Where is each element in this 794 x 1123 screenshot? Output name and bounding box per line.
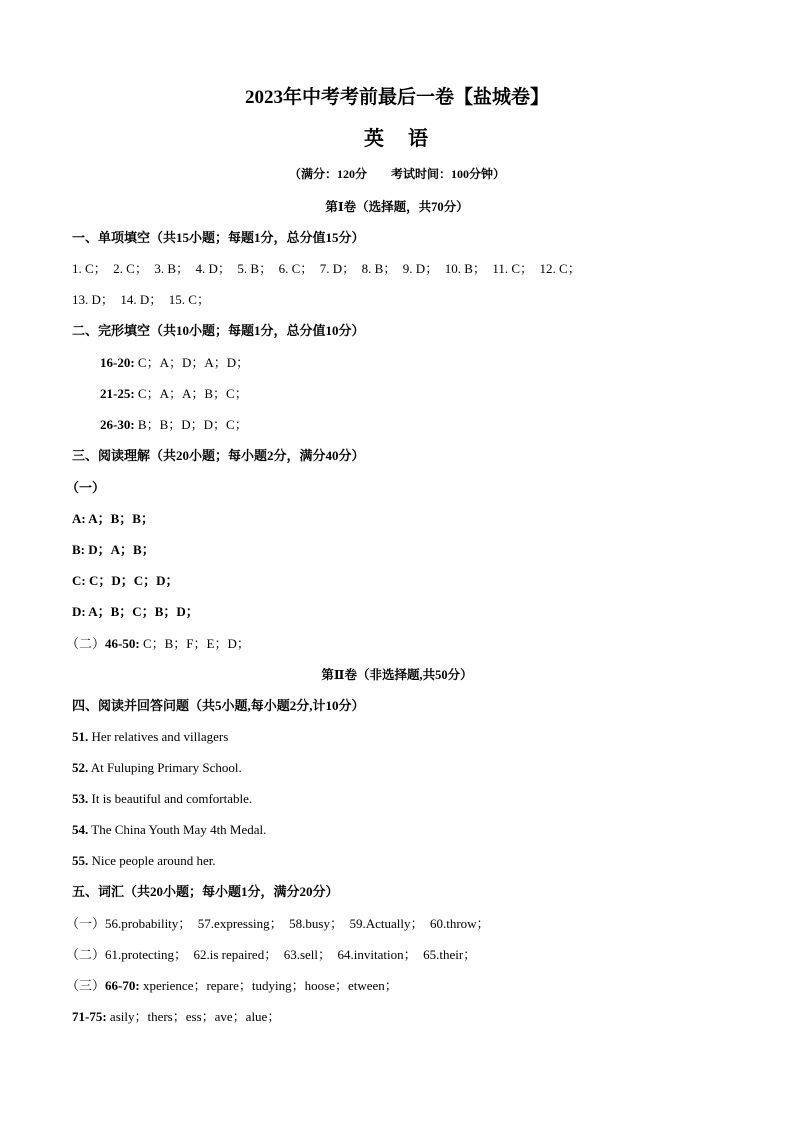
row-label: B: [72, 542, 85, 557]
qa-text: Nice people around her. [88, 853, 216, 868]
part2-heading: 第Ⅱ卷（非选择题,共50分） [321, 668, 473, 682]
qa-number: 54. [72, 822, 89, 837]
section2-row [100, 417, 248, 433]
section3-sub1: （一） [66, 480, 106, 495]
section3-sub2 [66, 636, 250, 652]
qa-text: It is beautiful and comfortable. [88, 791, 253, 806]
row-label: A: [72, 511, 86, 526]
row-answers: A；B；C；B；D； [85, 604, 199, 619]
section3-row [72, 511, 154, 527]
row-answers: C；D；C；D； [85, 573, 179, 588]
qa-text: Her relatives and villagers [88, 729, 229, 744]
qa-item [72, 822, 266, 838]
section1-heading: 一、单项填空（共15小题；每题1分，总分值15分） [72, 230, 365, 245]
section5-line3 [66, 978, 398, 994]
section1-answers-line2: 13. D； 14. D； 15. C； [72, 292, 210, 307]
section2-row [100, 386, 248, 402]
qa-number: 51. [72, 729, 89, 744]
row-answers: B；B；D；D；C； [134, 417, 248, 432]
row-label: 16-20: [100, 355, 135, 370]
qa-item [72, 760, 242, 776]
subject-title: 英 语 [364, 128, 430, 150]
section3-row [72, 604, 199, 620]
section2-row [100, 355, 249, 371]
row-label: D: [72, 604, 86, 619]
section4-heading: 四、阅读并回答问题（共5小题,每小题2分,计10分） [72, 698, 365, 713]
qa-number: 52. [72, 760, 89, 775]
score-info: （满分：120分 考试时间：100分钟） [288, 167, 505, 181]
line3-answers: xperience；repare；tudying；hoose；etween； [139, 978, 398, 993]
row-answers: D；A；B； [85, 542, 155, 557]
qa-item [72, 853, 216, 869]
row-answers: A；B；B； [85, 511, 154, 526]
section3-heading: 三、阅读理解（共20小题；每小题2分，满分40分） [72, 448, 365, 463]
section3-row [72, 542, 155, 558]
row-label: 21-25: [100, 386, 135, 401]
line3-label: 66-70: [105, 978, 140, 993]
line4-label: 71-75: [72, 1009, 107, 1024]
row-label: 26-30: [100, 417, 135, 432]
qa-number: 53. [72, 791, 89, 806]
line3-prefix: （三） [66, 978, 106, 993]
sub2-label: 46-50: [105, 636, 140, 651]
section5-line2: （二）61.protecting； 62.is repaired； 63.sell； 64.invitation； 65.their； [66, 947, 477, 962]
row-answers: C；A；A；B；C； [134, 386, 248, 401]
sub2-prefix: （二） [66, 636, 106, 651]
qa-text: The China Youth May 4th Medal. [88, 822, 267, 837]
qa-number: 55. [72, 853, 89, 868]
section3-row [72, 573, 179, 589]
part1-heading: 第Ⅰ卷（选择题，共70分） [325, 200, 469, 214]
section5-line1: （一）56.probability； 57.expressing； 58.busy； 59.Actually； 60.throw； [66, 916, 490, 931]
section5-heading: 五、词汇（共20小题；每小题1分，满分20分） [72, 884, 339, 899]
section5-line4 [72, 1009, 280, 1025]
section2-heading: 二、完形填空（共10小题；每题1分，总分值10分） [72, 323, 365, 338]
row-answers: C；A；D；A；D； [134, 355, 250, 370]
qa-text: At Fuluping Primary School. [88, 760, 242, 775]
exam-title: 2023年中考考前最后一卷【盐城卷】 [244, 87, 549, 108]
qa-item [72, 729, 228, 745]
section1-answers-line1: 1. C； 2. C； 3. B； 4. D； 5. B； 6. C； 7. D； 8. B； 9. D； 10. B； 11. C； 12. C； [72, 261, 581, 276]
sub2-answers: C；B；F；E；D； [139, 636, 250, 651]
qa-item [72, 791, 252, 807]
line4-answers: asily；thers；ess；ave；alue； [106, 1009, 281, 1024]
row-label: C: [72, 573, 86, 588]
